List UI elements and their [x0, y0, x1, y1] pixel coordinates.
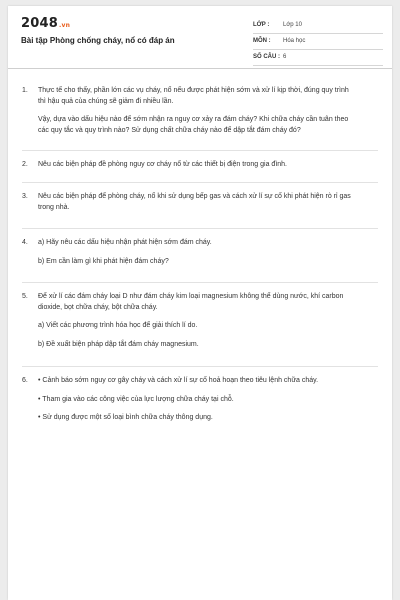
- question-text: Nêu các biện pháp đề phòng nguy cơ cháy nổ từ các thiết bị điện trong gia đình.: [38, 161, 287, 168]
- divider: [22, 228, 378, 229]
- question-text: Thực tế cho thấy, phần lớn các vụ cháy, nổ nếu được phát hiện sớm và xử lí kịp thời, đúng quy trình thì hậu quả của chúng sẽ giảm đi nhiều lần.: [38, 87, 349, 105]
- question-number: 2.: [22, 161, 28, 168]
- question-number: 5.: [22, 293, 28, 300]
- meta-table: [253, 18, 383, 66]
- meta-value: 6: [283, 54, 287, 60]
- meta-row-class: [253, 18, 383, 34]
- meta-key: SỐ CÂU :: [253, 54, 280, 60]
- meta-row-count: [253, 50, 383, 66]
- question-text: a) Hãy nêu các dấu hiệu nhận phát hiện sớm đám cháy.: [38, 239, 212, 246]
- question-number: 1.: [22, 87, 28, 94]
- site-logo[interactable]: [21, 16, 70, 31]
- document-title: Bài tập Phòng chống cháy, nổ có đáp án: [21, 36, 175, 45]
- question-text: • Cảnh báo sớm nguy cơ gây cháy và cách xử lí sự cố hoả hoạn theo tiêu lệnh chữa cháy.: [38, 377, 319, 384]
- question-text: Để xử lí các đám cháy loại D như đám cháy kim loại magnesium không thể dùng nước, khí carbon dioxide, bọt chữa cháy, bột chữa cháy.: [38, 293, 344, 311]
- meta-value: Hóa học: [283, 38, 306, 44]
- logo-text: 2048: [21, 16, 58, 31]
- divider: [22, 150, 378, 151]
- meta-row-subject: [253, 34, 383, 50]
- question-text: • Sử dụng được một số loại bình chữa cháy thông dụng.: [38, 414, 213, 421]
- question-text: Vậy, dựa vào dấu hiệu nào để sớm nhận ra nguy cơ xảy ra đám cháy? Khi chữa cháy cần tuân theo các quy tắc và quy trình nào? Sử dụng chất chữa cháy nào để dập tắt đám cháy đó?: [38, 116, 349, 134]
- meta-key: MÔN :: [253, 38, 271, 44]
- question-body: [38, 192, 356, 221]
- document-page: [8, 6, 392, 600]
- question-text: b) Em cần làm gì khi phát hiện đám cháy?: [38, 257, 169, 265]
- question-number: 4.: [22, 239, 28, 246]
- question-body: [38, 238, 356, 275]
- question-number: 6.: [22, 377, 28, 384]
- divider: [22, 182, 378, 183]
- question-body: [38, 376, 356, 432]
- question-text: • Tham gia vào các công việc của lực lượng chữa cháy tại chỗ.: [38, 395, 234, 403]
- question-text: b) Đề xuất biện pháp dập tắt đám cháy magnesium.: [38, 340, 199, 348]
- meta-value: Lớp 10: [283, 22, 302, 28]
- question-body: [38, 292, 356, 358]
- logo-suffix: .vn: [58, 22, 71, 29]
- question-body: [38, 160, 356, 179]
- question-text: a) Viết các phương trình hóa học để giải thích lí do.: [38, 322, 198, 329]
- question-text: Nêu các biện pháp để phòng cháy, nổ khi sử dụng bếp gas và cách xử lí sự cố khi phát hiện rò rỉ gas trong nhà.: [38, 193, 351, 211]
- meta-key: LỚP :: [253, 22, 270, 28]
- question-number: 3.: [22, 193, 28, 200]
- question-body: [38, 86, 356, 144]
- divider: [22, 282, 378, 283]
- document-header: [8, 6, 392, 69]
- divider: [22, 366, 378, 367]
